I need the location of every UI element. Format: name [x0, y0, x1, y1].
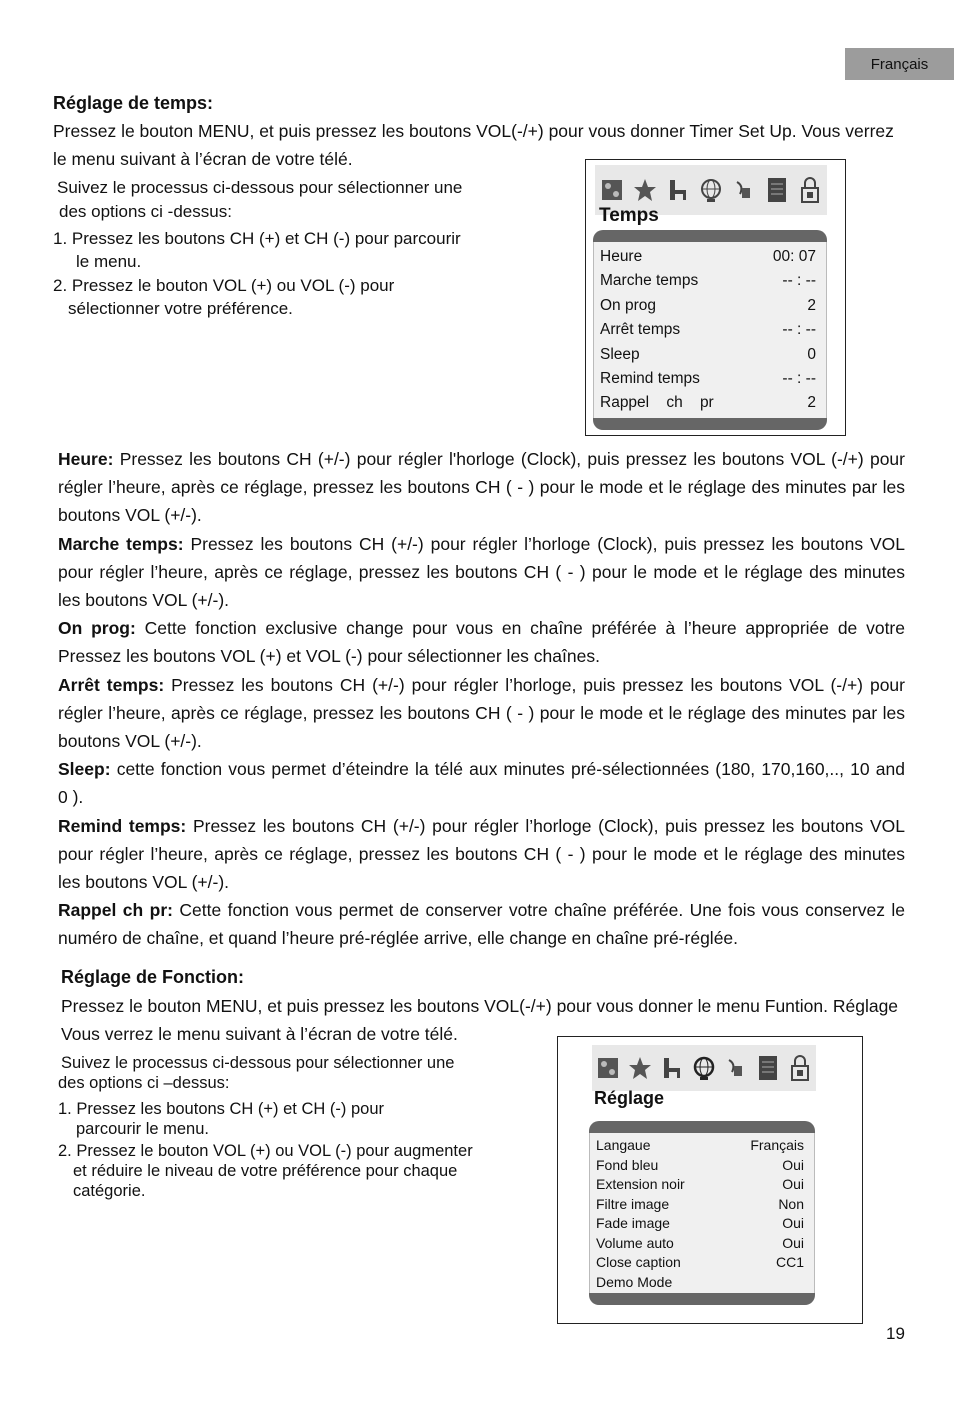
satellite-icon — [720, 1045, 752, 1091]
menu-row[interactable] — [590, 1136, 814, 1156]
description-text: Pressez les boutons CH (+/-) pour régler l'horloge (Clock), puis pressez les boutons VOL (-/+) pour — [113, 449, 905, 469]
menu-temps-screenshot — [585, 159, 846, 436]
menu-icon-strip — [592, 1045, 816, 1091]
section2-steps-line: et réduire le niveau de votre préférence pour chaque — [73, 1162, 458, 1180]
menu-row[interactable] — [594, 367, 826, 391]
description-line — [58, 924, 905, 952]
menu-row[interactable] — [590, 1214, 814, 1234]
menu-row-label: Marche temps — [600, 272, 699, 290]
section1-steps-line: 2. Pressez le bouton VOL (+) ou VOL (-) pour — [53, 276, 395, 295]
menu-bottom-bar — [589, 1293, 815, 1305]
menu-row-value: 0 — [807, 345, 816, 363]
description-line — [58, 840, 905, 868]
section1-steps-line: sélectionner votre préférence. — [68, 299, 293, 318]
menu-row-value: -- : -- — [782, 272, 816, 290]
satellite-icon — [727, 165, 760, 215]
description-line — [58, 586, 905, 614]
section2-steps-line: catégorie. — [73, 1182, 146, 1200]
description-text: Cette fonction exclusive change pour vous en chaîne préférée à l’heure appropriée de votre — [144, 618, 905, 639]
description-text: les boutons VOL (+/-). — [58, 872, 230, 892]
menu-row-label: Extension noir — [596, 1176, 685, 1192]
menu-top-bar — [593, 230, 827, 242]
description-line — [58, 755, 905, 783]
section-title-timer: Réglage de temps: — [53, 93, 214, 113]
menu-top-bar — [589, 1121, 815, 1133]
section2-steps-line: 1. Pressez les boutons CH (+) et CH (-) pour — [58, 1100, 384, 1118]
menu-row-label: Demo Mode — [596, 1273, 673, 1290]
menu-row[interactable] — [594, 343, 826, 367]
section1-intro-line2: le menu suivant à l’écran de votre télé. — [53, 149, 353, 169]
description-text: les boutons VOL (+/-). — [58, 590, 230, 610]
description-line — [58, 473, 905, 501]
section1-steps-line: des options ci -dessus: — [59, 202, 232, 221]
description-line — [58, 558, 905, 586]
section1-steps-line: Suivez le processus ci-dessous pour sélectionner une — [57, 178, 463, 197]
menu-row-value: Oui — [782, 1156, 804, 1173]
description-line — [58, 642, 905, 670]
menu-row-label: On prog — [600, 296, 657, 314]
section2-steps-line: parcourir le menu. — [76, 1120, 209, 1138]
menu-row-label: Langaue — [596, 1137, 651, 1153]
chair-icon — [656, 1045, 688, 1091]
description-text: Cette fonction vous permet de conserver votre chaîne préférée. Une fois vous conservez le — [172, 900, 905, 921]
lock-icon — [793, 165, 826, 215]
menu-row-value: -- : -- — [782, 369, 816, 387]
menu-row-value: 2 — [807, 394, 816, 412]
chair-icon — [661, 165, 694, 215]
description-text: 0 ). — [58, 787, 84, 808]
menu-row[interactable] — [594, 245, 826, 269]
menu-row-value: Oui — [782, 1176, 804, 1192]
description-text: Pressez les boutons CH (+/-) pour régler l’horloge (Clock), puis pressez les boutons VOL — [192, 815, 905, 836]
menu-row-label: Sleep — [600, 345, 640, 363]
menu-reglage-title: Réglage — [594, 1088, 665, 1108]
menu-reglage-panel — [589, 1133, 815, 1293]
description-line — [58, 501, 905, 529]
section2-steps-line: 2. Pressez le bouton VOL (+) ou VOL (-) pour augmenter — [58, 1142, 473, 1160]
description-line — [58, 727, 905, 755]
description-text: régler l’heure, après ce réglage, pressez les boutons CH ( - ) pour le mode et le réglage des minutes par les — [58, 477, 905, 498]
section2-intro-line1: Pressez le bouton MENU, et puis pressez les boutons VOL(-/+) pour vous donner le menu Funtion. Réglage — [61, 996, 899, 1016]
section2-steps-line: des options ci –dessus: — [58, 1074, 230, 1092]
menu-row-label: Arrêt temps — [600, 321, 681, 339]
menu-row-value: 00: 07 — [772, 248, 816, 265]
section2-steps-line: Suivez le processus ci-dessous pour sélectionner une — [61, 1054, 455, 1072]
menu-temps-panel — [593, 242, 827, 418]
document-icon — [752, 1045, 784, 1091]
section-title-function: Réglage de Fonction: — [61, 967, 245, 987]
menu-bottom-bar — [593, 418, 827, 430]
section2-intro-line2: Vous verrez le menu suivant à l’écran de votre télé. — [61, 1024, 458, 1044]
section1-steps-line: le menu. — [76, 252, 142, 271]
menu-row-label: Remind temps — [600, 369, 700, 387]
description-line — [58, 530, 905, 558]
menu-row[interactable] — [590, 1234, 814, 1254]
menu-row[interactable] — [590, 1253, 814, 1273]
menu-row-label: Close caption — [596, 1254, 681, 1270]
page-number: 19 — [886, 1324, 905, 1343]
menu-row[interactable] — [594, 391, 826, 415]
menu-row[interactable] — [594, 318, 826, 342]
menu-row[interactable] — [594, 294, 826, 318]
menu-row-value: Oui — [782, 1215, 804, 1231]
description-line — [58, 445, 905, 473]
menu-row[interactable] — [594, 269, 826, 293]
description-text: Pressez les boutons CH (+/-) pour régler l’horloge (Clock), puis pressez les boutons VOL — [190, 533, 905, 554]
description-line — [58, 783, 905, 811]
menu-reglage-screenshot — [557, 1036, 863, 1324]
menu-row-value: 2 — [807, 296, 816, 314]
description-line — [58, 699, 905, 727]
globe-icon — [694, 165, 727, 215]
section1-steps-line: 1. Pressez les boutons CH (+) et CH (-) pour parcourir — [53, 229, 461, 248]
language-tab-label: Français — [870, 55, 929, 73]
description-term: Marche temps: — [58, 533, 184, 554]
section1-intro-line1: Pressez le bouton MENU, et puis pressez les boutons VOL(-/+) pour vous donner Timer Set Up. Vous verrez — [53, 121, 894, 141]
menu-temps-title: Temps — [599, 205, 659, 226]
description-term: On prog: — [58, 618, 136, 639]
picture-icon — [592, 1045, 624, 1091]
description-line — [58, 896, 905, 924]
description-text: Pressez les boutons VOL (+) et VOL (-) pour sélectionner les chaînes. — [58, 646, 600, 667]
menu-row-label: Volume auto — [596, 1234, 674, 1251]
language-tab — [845, 48, 954, 80]
description-term: Heure: — [58, 449, 114, 469]
menu-row-value: Français — [750, 1137, 804, 1153]
description-term: Rappel ch pr: — [58, 900, 173, 921]
description-text: régler l’heure, après ce réglage, pressez les boutons CH ( - ) pour le mode et le réglage des minutes par les — [58, 702, 905, 723]
menu-row[interactable] — [590, 1175, 814, 1195]
menu-row[interactable] — [590, 1273, 814, 1293]
menu-row-value: Oui — [782, 1234, 804, 1251]
menu-row-label: Fade image — [596, 1215, 670, 1231]
description-term: Remind temps: — [58, 815, 187, 836]
document-icon — [760, 165, 793, 215]
description-line — [58, 812, 905, 840]
menu-row-label: Fond bleu — [596, 1156, 659, 1173]
description-text: pour régler l’heure, après ce réglage, pressez les boutons CH ( - ) pour le mode et le réglage des minutes — [58, 843, 905, 864]
description-text: cette fonction vous permet d’éteindre la télé aux minutes pré-sélectionnées (180, 170,160,.., 10 and — [110, 759, 905, 780]
description-text: pour régler l’heure, après ce réglage, pressez les boutons CH ( - ) pour le mode et le réglage des minutes — [58, 561, 905, 582]
description-line — [58, 614, 905, 642]
description-text: Pressez les boutons CH (+/-) pour régler l’horloge, puis pressez les boutons VOL (-/+) pour — [164, 674, 905, 695]
menu-row-value: CC1 — [775, 1254, 804, 1270]
description-line — [58, 868, 905, 896]
star-icon — [624, 1045, 656, 1091]
description-term: Sleep: — [58, 759, 111, 780]
description-text: boutons VOL (+/-). — [58, 505, 202, 526]
menu-row-value: -- : -- — [782, 321, 816, 339]
menu-row-label: Rappel ch pr — [600, 394, 714, 412]
lock-icon — [784, 1045, 816, 1091]
menu-row-label: Filtre image — [596, 1195, 670, 1212]
description-text: numéro de chaîne, et quand l’heure pré-réglée arrive, elle change en chaîne pré-réglée. — [58, 928, 739, 949]
menu-row-label: Heure — [600, 248, 643, 265]
menu-row[interactable] — [590, 1195, 814, 1215]
description-term: Arrêt temps: — [58, 674, 165, 695]
menu-row[interactable] — [590, 1156, 814, 1176]
description-line — [58, 671, 905, 699]
globe-icon — [688, 1045, 720, 1091]
description-text: boutons VOL (+/-). — [58, 731, 202, 751]
menu-row-value: Non — [778, 1195, 804, 1212]
